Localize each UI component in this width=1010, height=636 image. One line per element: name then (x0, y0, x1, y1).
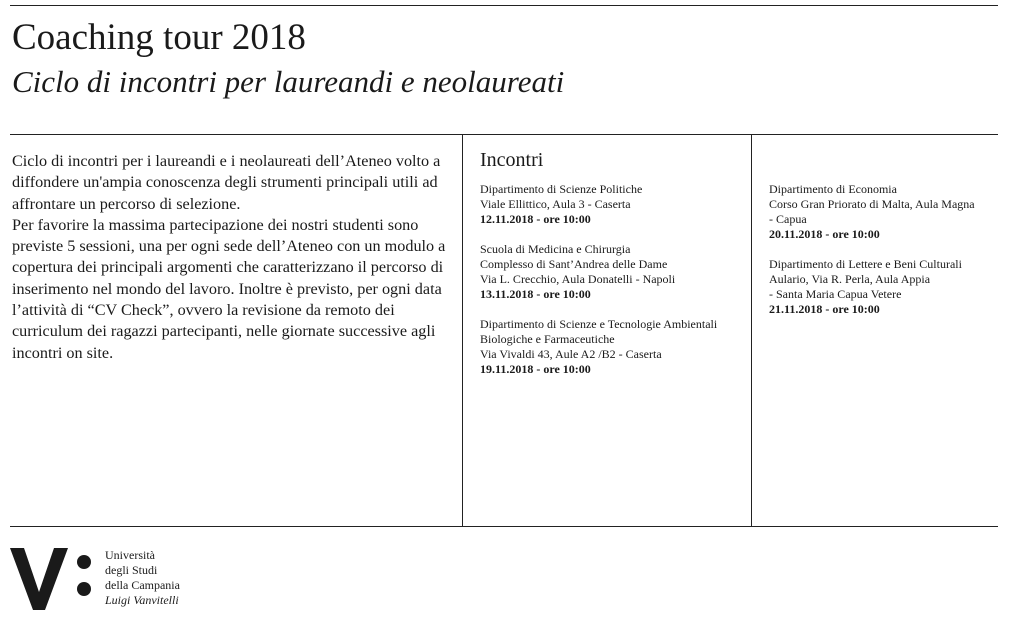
university-logo-icon (10, 548, 94, 610)
event-date: 20.11.2018 - ore 10:00 (769, 227, 880, 241)
event-item (480, 242, 745, 302)
event-location: Viale Ellittico, Aula 3 - Caserta (480, 197, 631, 211)
event-location: Aulario, Via R. Perla, Aula Appia (769, 272, 931, 286)
column-divider-1 (462, 134, 463, 527)
event-department: Dipartimento di Lettere e Beni Culturali (769, 257, 962, 271)
event-department: Dipartimento di Scienze Politiche (480, 182, 643, 196)
event-location-cont: - Capua (769, 212, 807, 226)
event-department: Dipartimento di Scienze e Tecnologie Ambientali (480, 317, 718, 331)
event-location: Corso Gran Priorato di Malta, Aula Magna (769, 197, 975, 211)
column-divider-2 (751, 134, 752, 527)
event-location: Via Vivaldi 43, Aule A2 /B2 - Caserta (480, 347, 662, 361)
footer-divider (10, 526, 998, 527)
university-name-line: Università (105, 548, 155, 562)
intro-text (12, 151, 452, 364)
event-date: 21.11.2018 - ore 10:00 (769, 302, 880, 316)
university-name (105, 548, 180, 608)
event-date: 12.11.2018 - ore 10:00 (480, 212, 591, 226)
event-location-cont: - Santa Maria Capua Vetere (769, 287, 902, 301)
top-divider (10, 5, 998, 6)
events-column-a (480, 182, 745, 392)
events-heading: Incontri (480, 149, 544, 171)
event-department: Dipartimento di Economia (769, 182, 897, 196)
header-divider (10, 134, 998, 135)
event-location: Via L. Crecchio, Aula Donatelli - Napoli (480, 272, 676, 286)
events-column-b (769, 182, 1004, 332)
university-name-line: Luigi Vanvitelli (105, 593, 179, 607)
event-item (769, 182, 1004, 242)
event-item (480, 182, 745, 227)
page-title: Coaching tour 2018 (12, 17, 306, 58)
event-department-cont: Biologiche e Farmaceutiche (480, 332, 615, 346)
intro-paragraph-1: Ciclo di incontri per i laureandi e i neolaureati dell’Ateneo volto a diffondere un'ampia conoscenza degli strumenti principali utili ad affrontare un percorso di selezione. (12, 152, 441, 213)
university-name-line: della Campania (105, 578, 180, 592)
event-date: 13.11.2018 - ore 10:00 (480, 287, 591, 301)
event-department: Scuola di Medicina e Chirurgia (480, 242, 631, 256)
intro-paragraph-2: Per favorire la massima partecipazione dei nostri studenti sono previste 5 sessioni, una per ogni sede dell’Ateneo con un modulo a copertura dei principali argomenti che caratterizzano il percorso di inserimento nel mondo del lavoro. Inoltre è previsto, per ogni data l’attività di “CV Check”, ovvero la revisione da remoto dei curriculum dei ragazzi partecipanti, nelle giornate successive agli incontri on site. (12, 215, 446, 362)
page-subtitle: Ciclo di incontri per laureandi e neolaureati (12, 64, 565, 99)
event-date: 19.11.2018 - ore 10:00 (480, 362, 591, 376)
university-name-line: degli Studi (105, 563, 158, 577)
event-item (480, 317, 745, 377)
event-item (769, 257, 1004, 317)
event-venue: Complesso di Sant’Andrea delle Dame (480, 257, 668, 271)
